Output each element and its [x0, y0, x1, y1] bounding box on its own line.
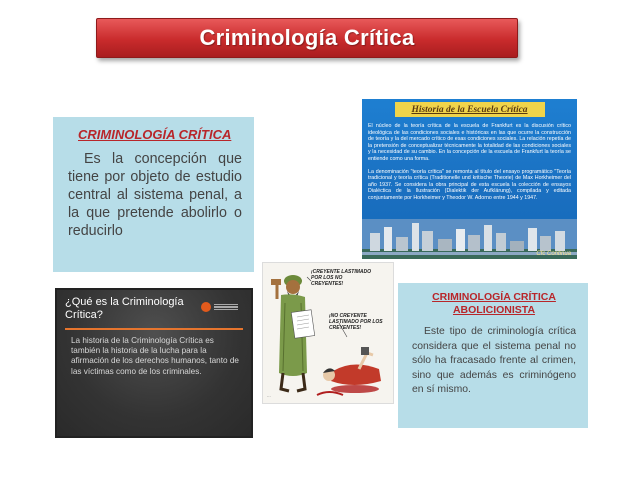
- slide-abolicionista-heading-1: CRIMINOLOGÍA CRÍTICA: [432, 291, 556, 303]
- cartoon-illustration: [262, 262, 394, 404]
- slide-abolicionista: [398, 283, 588, 428]
- slide-question: [55, 288, 253, 438]
- slide-abolicionista-body: Este tipo de criminología crítica considera que el sistema penal no sólo ha fracasado frente al crimen, sino que además es criminógeno en sí mismo.: [412, 326, 576, 395]
- slide-question-body: La historia de la Criminología Crítica es también la historia de la lucha para la afirmación de los derechos humanos, tanto de las víctimas como de los criminales.: [71, 336, 239, 376]
- slide-definition-body: Es la concepción que tiene por objeto de estudio central al sistema penal, a la que pretende abolirlo o reducirlo: [68, 151, 242, 239]
- slide-question-heading: ¿Qué es la Criminología Crítica?: [65, 296, 184, 321]
- slide-history-heading-box: [395, 102, 545, 117]
- slide-history-paragraph-2: La denominación "teoría crítica" se remonta al título del ensayo programático "Teoría tradicional y teoría crítica (Traditionelle und kritische Theorie) de Max Horkheimer del año 1937. Se considera la obra principal de esta escuela la colección de ensayos Dialéctica de la Ilustración (Dialektik der Aufklärung), compilada y editada conjuntamente por Horkheimer y Theodor W. Adorno entre 1944 y 1947.: [368, 168, 571, 201]
- logo-bars: [214, 304, 238, 311]
- cartoon-caption-1: ¡CREYENTE LASTIMADO POR LOS NO CREYENTES!: [311, 269, 371, 287]
- logo-icon: [201, 300, 243, 314]
- svg-text:...: ...: [267, 393, 271, 398]
- page-title: Criminología Crítica: [199, 25, 415, 50]
- slide-definition-heading: CRIMINOLOGÍA CRÍTICA: [78, 127, 232, 142]
- slide-abolicionista-heading-2: ABOLICIONISTA: [452, 304, 536, 316]
- logo-dot-icon: [201, 302, 211, 312]
- title-banner: [96, 18, 518, 58]
- slide-definition: [53, 117, 254, 272]
- slide-history-signature: Cfc Continua: [536, 251, 571, 257]
- slide-question-divider: [65, 328, 243, 330]
- slide-history: [362, 99, 577, 259]
- slide-history-heading: Historia de la Escuela Crítica: [411, 104, 528, 115]
- cartoon-caption-2: ¡NO CREYENTE LASTIMADO POR LOS CREYENTES!: [329, 313, 383, 331]
- slide-history-paragraph-1: El núcleo de la teoría crítica de la escuela de Frankfurt es la discusión crítico ideológica de las condiciones sociales e históricas en las que ocurre la construcción de teoría y la del mercado crítico de esas condiciones sociales. La relación repetía de la pretensión de conceptualizar técnicamente la totalidad de las condiciones sociales y la necesidad de su cambio. En la concepción de la escuela de Frankfurt la teoría se entiende como una forma.: [368, 123, 571, 162]
